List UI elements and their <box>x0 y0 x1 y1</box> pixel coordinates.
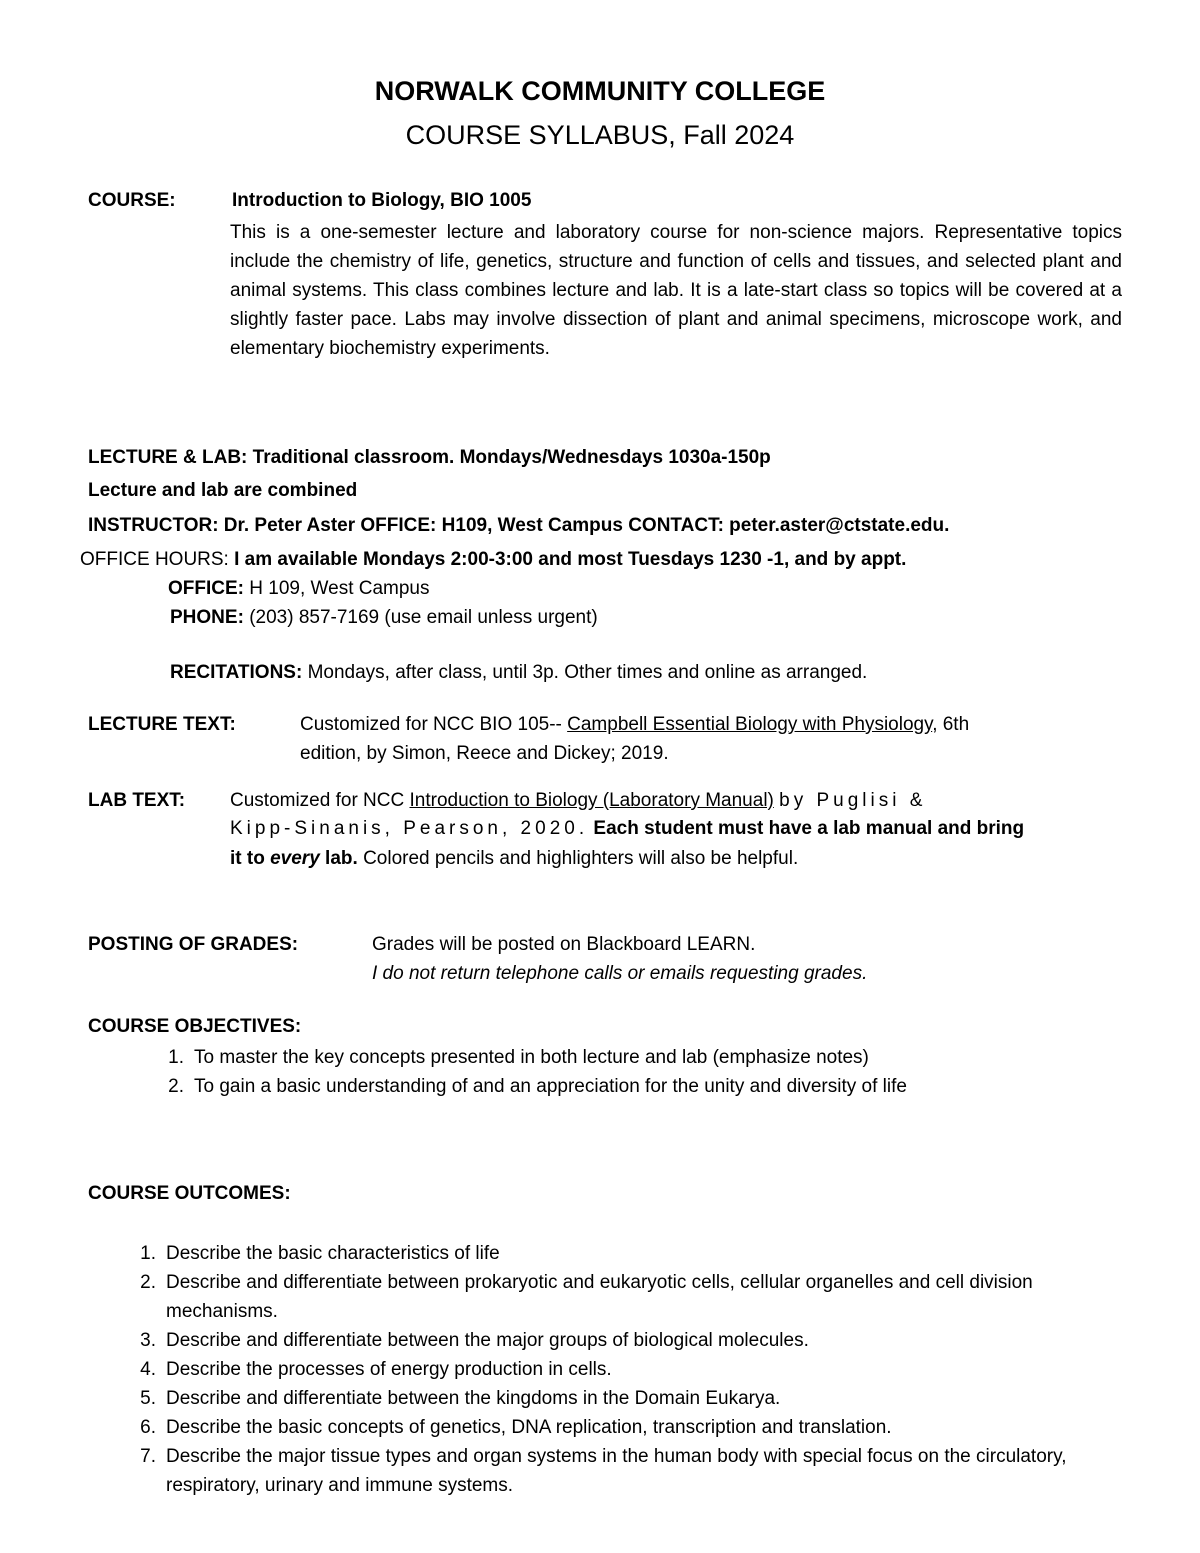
list-item <box>168 1072 1154 1101</box>
lab-text-line1 <box>230 790 926 812</box>
grades-line2: I do not return telephone calls or emails requesting grades. <box>372 963 868 984</box>
course-label: COURSE: <box>88 190 176 211</box>
recitations-value: Mondays, after class, until 3p. Other times and online as arranged. <box>307 662 868 683</box>
list-item <box>168 1043 1154 1072</box>
lab-bring-c: lab. <box>319 848 358 869</box>
lab-text-prefix: Customized for NCC <box>230 790 410 811</box>
lab-book-title: Introduction to Biology (Laboratory Manual) <box>409 790 774 811</box>
lecture-text-line2: edition, by Simon, Reece and Dickey; 2019. <box>300 743 669 764</box>
office-hours-line <box>80 549 906 571</box>
syllabus-title: COURSE SYLLABUS, Fall 2024 <box>405 120 795 150</box>
list-item-text: Describe the processes of energy production in cells. <box>166 1359 612 1380</box>
college-name: NORWALK COMMUNITY COLLEGE <box>374 76 826 106</box>
list-item-number: 1. <box>140 1243 156 1264</box>
list-item-text: Describe and differentiate between the major groups of biological molecules. <box>166 1330 809 1351</box>
list-item <box>140 1384 1086 1413</box>
lab-text-label: LAB TEXT: <box>88 790 186 811</box>
outcomes-list <box>140 1239 1086 1500</box>
grades-line1: Grades will be posted on Blackboard LEARN. <box>372 934 756 955</box>
list-item-text: To master the key concepts presented in both lecture and lab (emphasize notes) <box>194 1047 869 1068</box>
list-item-text: Describe and differentiate between prokaryotic and eukaryotic cells, cellular organelles and cell division mechanisms. <box>166 1272 1033 1322</box>
phone-line <box>170 607 598 629</box>
list-item-number: 6. <box>140 1417 156 1438</box>
list-item <box>140 1268 1086 1326</box>
office-label: OFFICE: <box>168 578 244 599</box>
list-item <box>140 1239 1086 1268</box>
list-item-number: 2. <box>168 1076 184 1097</box>
list-item-number: 4. <box>140 1359 156 1380</box>
objectives-list <box>168 1043 1154 1101</box>
lab-text-line2 <box>230 818 1024 840</box>
list-item-text: Describe and differentiate between the kingdoms in the Domain Eukarya. <box>166 1388 781 1409</box>
phone-value: (203) 857-7169 (use email unless urgent) <box>249 607 598 628</box>
recitations-label: RECITATIONS: <box>170 662 303 683</box>
list-item <box>140 1355 1086 1384</box>
list-item-number: 3. <box>140 1330 156 1351</box>
outcomes-label: COURSE OUTCOMES: <box>88 1183 291 1204</box>
lab-authors-a: by Puglisi & <box>779 790 927 811</box>
phone-label: PHONE: <box>170 607 244 628</box>
lecture-book-title: Campbell Essential Biology with Physiology <box>567 714 933 735</box>
lecture-lab-line: LECTURE & LAB: Traditional classroom. Mondays/Wednesdays 1030a-150p <box>88 447 771 468</box>
grades-label: POSTING OF GRADES: <box>88 934 299 955</box>
list-item-number: 5. <box>140 1388 156 1409</box>
list-item-text: Describe the basic characteristics of life <box>166 1243 500 1264</box>
office-line <box>168 578 430 600</box>
list-item-text: Describe the basic concepts of genetics, DNA replication, transcription and translation. <box>166 1417 892 1438</box>
course-title: Introduction to Biology, BIO 1005 <box>232 190 532 211</box>
lecture-text-label: LECTURE TEXT: <box>88 714 236 735</box>
lecture-text-suffix: , 6th <box>932 714 970 735</box>
list-item <box>140 1442 1086 1500</box>
instructor-line: INSTRUCTOR: Dr. Peter Aster OFFICE: H109, West Campus CONTACT: peter.aster@ctstate.edu. <box>88 515 950 536</box>
objectives-label: COURSE OBJECTIVES: <box>88 1016 302 1037</box>
lab-authors-b: Kipp-Sinanis, Pearson, 2020. <box>230 818 589 839</box>
lab-supplies-note: Colored pencils and highlighters will also be helpful. <box>363 848 799 869</box>
lab-text-line3 <box>230 848 798 870</box>
list-item-text: Describe the major tissue types and organ systems in the human body with special focus on the circulatory, respiratory, urinary and immune systems. <box>166 1446 1067 1496</box>
lecture-text-prefix: Customized for NCC BIO 105-- <box>300 714 568 735</box>
list-item-text: To gain a basic understanding of and an appreciation for the unity and diversity of life <box>194 1076 907 1097</box>
office-hours-label: OFFICE HOURS: <box>80 549 229 570</box>
course-description: This is a one-semester lecture and laboratory course for non-science majors. Representative topics include the chemistry of life, genetics, structure and function of cells and tissues, and selected plant and animal systems. This class combines lecture and lab. It is a late-start class so topics will be covered at a slightly faster pace. Labs may involve dissection of plant and animal specimens, microscope work, and elementary biochemistry experiments. <box>230 222 1122 359</box>
lab-manual-requirement: Each student must have a lab manual and bring <box>593 818 1025 839</box>
recitations-line <box>170 662 867 684</box>
list-item-number: 1. <box>168 1047 184 1068</box>
office-hours-value: I am available Mondays 2:00-3:00 and most Tuesdays 1230 -1, and by appt. <box>234 549 907 570</box>
lab-bring-a: it to <box>230 848 271 869</box>
lab-bring-every: every <box>270 848 320 869</box>
office-value: H 109, West Campus <box>249 578 430 599</box>
combined-line: Lecture and lab are combined <box>88 480 358 501</box>
list-item-number: 7. <box>140 1446 156 1467</box>
lecture-text-line1 <box>300 714 969 736</box>
list-item <box>140 1413 1086 1442</box>
list-item <box>140 1326 1086 1355</box>
list-item-number: 2. <box>140 1272 156 1293</box>
